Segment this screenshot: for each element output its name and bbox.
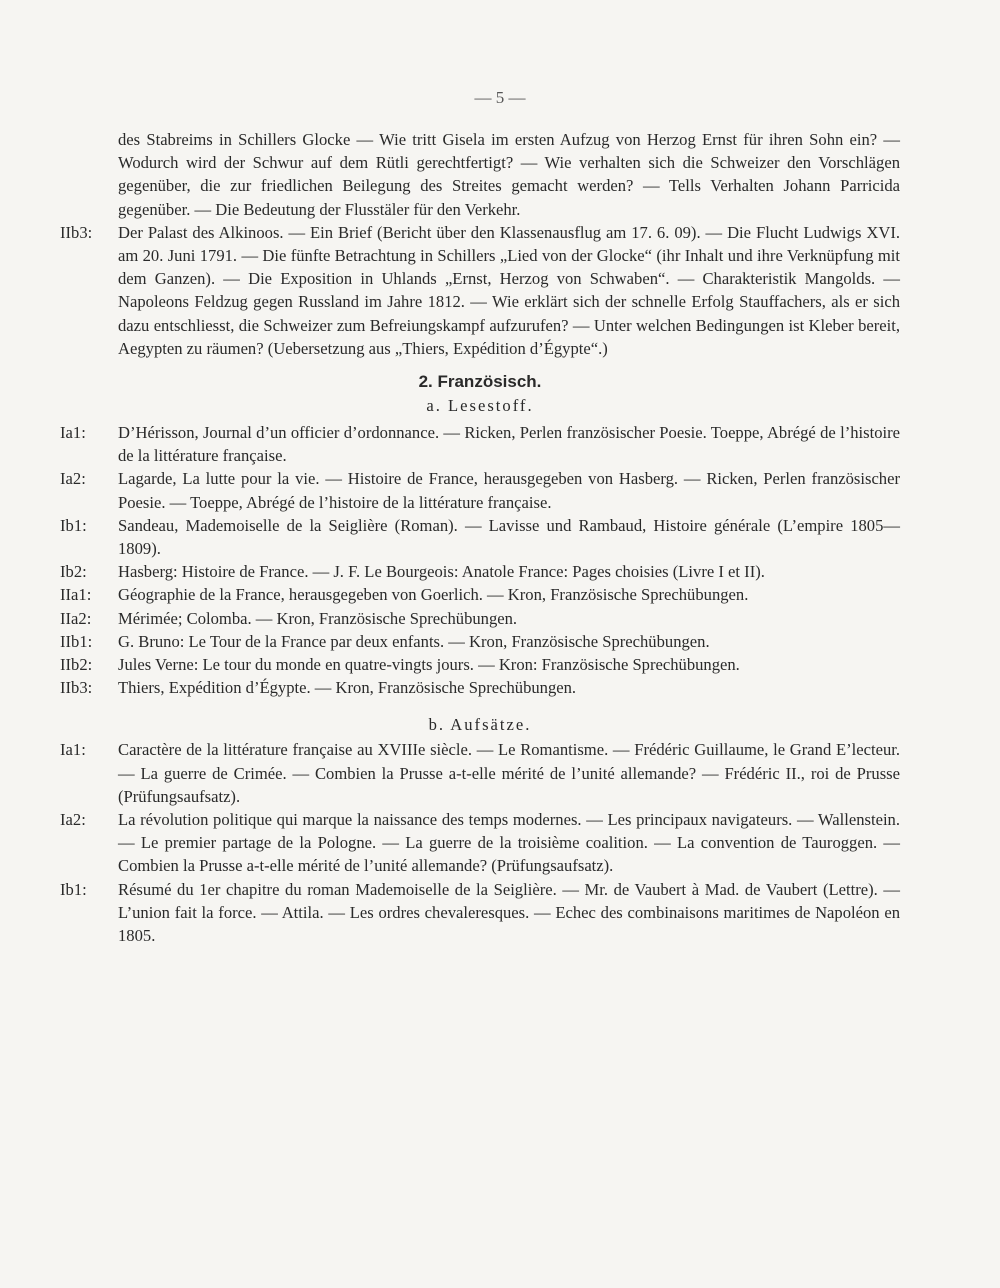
entry-label: IIb2: xyxy=(60,655,93,675)
reading-entry-ia2 xyxy=(60,467,900,513)
entry-label: IIa2: xyxy=(60,608,92,628)
subsection-heading-reading: a. Lesestoff. xyxy=(426,396,534,416)
reading-entry-ia1 xyxy=(60,421,900,467)
page-number: — 5 — xyxy=(474,88,526,107)
entry-text: Mérimée; Colomba. — Kron, Französische Sprechübungen. xyxy=(118,608,518,628)
page-content xyxy=(60,128,900,947)
reading-entry-iia1 xyxy=(60,583,900,606)
entry-text: Der Palast des Alkinoos. — Ein Brief (Bericht über den Klassenausflug am 17. 6. 09). — Die Flucht Ludwigs XVI. am 20. Juni 1791. — Die fünfte Betrachtung in Schillers „Lied von der Glocke“ (ihr Inhalt und ihre Verknüpfung mit dem Ganzen). — Die Exposition in Uhlands „Ernst, Herzog von Schwaben“. — Charakteristik Mangolds. — Napoleons Feldzug gegen Russland im Jahre 1812. — Wie erklärt sich der schnelle Erfolg Stauffachers, als er sich dazu entschliesst, die Schweizer zum Befreiungskampf aufzurufen? — Unter welchen Bedingungen ist Kleber bereit, Aegypten zu räumen? (Uebersetzung aus „Thiers, Expédition d’Égypte“.) xyxy=(118,222,900,358)
entry-label: Ia2: xyxy=(60,810,86,830)
entry-label: IIb1: xyxy=(60,631,93,651)
section-heading-french: 2. Französisch. xyxy=(418,372,542,392)
entry-label: Ia1: xyxy=(60,423,86,443)
entry-text: Jules Verne: Le tour du monde en quatre-vingts jours. — Kron: Französische Sprechübungen. xyxy=(118,655,740,675)
entry-text: La révolution politique qui marque la naissance des temps modernes. — Les principaux navigateurs. — Wallenstein. — Le premier partage de la Pologne. — La guerre de la troisième coalition. — La convention de Tauroggen. — Combien la Prusse a-t-elle mérité de l’unité allemande? (Prüfungsaufsatz). xyxy=(118,810,900,876)
entry-label: IIb3: xyxy=(60,678,93,698)
reading-entry-iia2 xyxy=(60,607,900,630)
reading-entry-iib1 xyxy=(60,630,900,653)
entry-label: Ib1: xyxy=(60,515,87,535)
entry-german-continuation xyxy=(60,128,900,221)
reading-entry-iib2 xyxy=(60,653,900,676)
entry-label: Ib2: xyxy=(60,562,87,582)
entry-german-iib3 xyxy=(60,221,900,360)
entry-label: Ib1: xyxy=(60,879,87,899)
entry-label: Ia1: xyxy=(60,740,86,760)
entry-text: Sandeau, Mademoiselle de la Seiglière (Roman). — Lavisse und Rambaud, Histoire générale (L’empire 1805—1809). xyxy=(118,515,900,559)
entry-text: Lagarde, La lutte pour la vie. — Histoire de France, herausgegeben von Hasberg. — Ricken, Perlen französischer Poesie. — Toeppe, Abrégé de l’histoire de la littérature française. xyxy=(118,469,900,512)
reading-entry-ib2 xyxy=(60,560,900,583)
entry-text: des Stabreims in Schillers Glocke — Wie tritt Gisela im ersten Aufzug von Herzog Ernst für ihren Sohn ein? — Wodurch wird der Schwur auf dem Rütli gerechtfertigt? — Wie verhalten sich die Schweizer den Vorschlägen gegenüber, die zur friedlichen Beilegung des Streites gemacht werden? — Tells Verhalten Johann Parricida gegenüber. — Die Bedeutung der Flusstäler für den Verkehr. xyxy=(118,130,900,219)
essay-entry-ia2 xyxy=(60,808,900,878)
entry-label xyxy=(60,128,118,221)
entry-text: D’Hérisson, Journal d’un officier d’ordonnance. — Ricken, Perlen französischer Poesie. Toeppe, Abrégé de l’histoire de la littérature française. xyxy=(118,423,900,466)
entry-text: Caractère de la littérature française au XVIIIe siècle. — Le Romantisme. — Frédéric Guillaume, le Grand E’lecteur. — La guerre de Crimée. — Combien la Prusse a-t-elle mérité de l’unité allemande? — Frédéric II., roi de Prusse (Prüfungsaufsatz). xyxy=(118,740,900,806)
reading-entry-ib1 xyxy=(60,514,900,560)
reading-entry-iib3 xyxy=(60,676,900,699)
entry-label: IIa1: xyxy=(60,585,92,605)
entry-text: Résumé du 1er chapitre du roman Mademoiselle de la Seiglière. — Mr. de Vaubert à Mad. de Vaubert (Lettre). — L’union fait la force. — Attila. — Les ordres chevaleresques. — Echec des combinaisons maritimes de Napoléon en 1805. xyxy=(118,879,900,946)
entry-text: Hasberg: Histoire de France. — J. F. Le Bourgeois: Anatole France: Pages choisies (Livre I et II). xyxy=(118,562,765,582)
essay-entry-ib1 xyxy=(60,878,900,948)
entry-text: Thiers, Expédition d’Égypte. — Kron, Französische Sprechübungen. xyxy=(118,678,577,698)
entry-label: IIb3: xyxy=(60,222,93,242)
entry-text: G. Bruno: Le Tour de la France par deux enfants. — Kron, Französische Sprechübungen. xyxy=(118,631,710,651)
essay-entry-ia1 xyxy=(60,738,900,808)
entry-text: Géographie de la France, herausgegeben von Goerlich. — Kron, Französische Sprechübungen. xyxy=(118,585,749,605)
entry-label: Ia2: xyxy=(60,469,86,489)
subsection-heading-essays: b. Aufsätze. xyxy=(428,715,532,735)
